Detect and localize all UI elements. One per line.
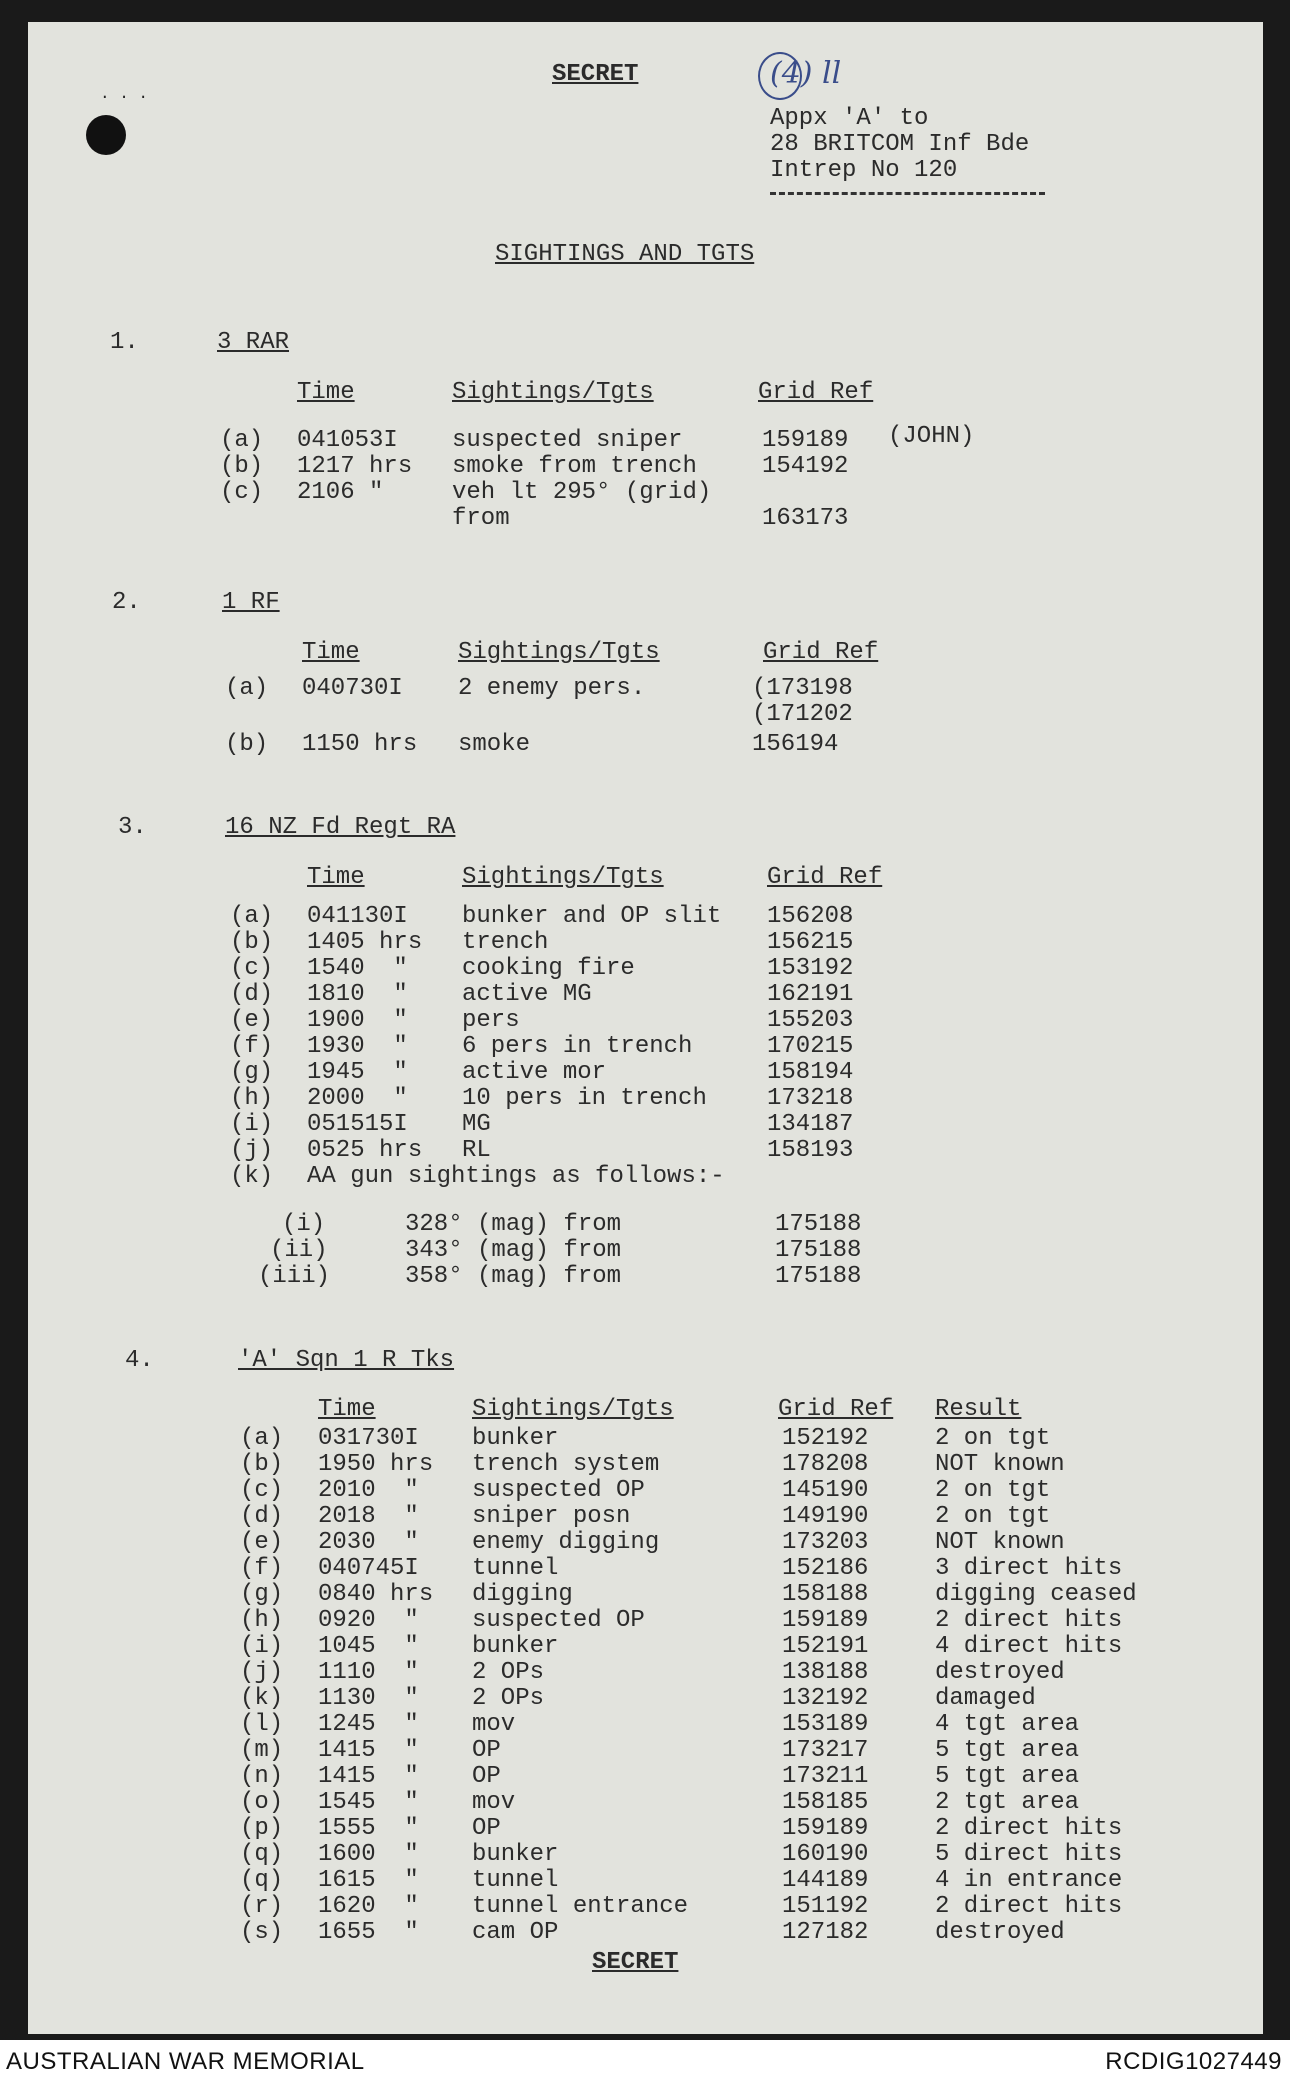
row-time: 1110 "	[318, 1659, 419, 1686]
row-label: (r)	[240, 1893, 284, 1920]
row-sighting: trench	[462, 929, 549, 956]
row-sighting: 10 pers in trench	[462, 1085, 707, 1112]
sub-row-bearing: 343° (mag) from	[405, 1237, 622, 1264]
row-time: 040745I	[318, 1555, 419, 1582]
section-unit: 'A' Sqn 1 R Tks	[238, 1347, 455, 1374]
row-sighting: mov	[472, 1789, 516, 1816]
row-grid-ref: 159189	[762, 427, 849, 454]
section-unit: 3 RAR	[217, 329, 290, 356]
row-label: (d)	[240, 1503, 284, 1530]
row-time: 2106 "	[297, 479, 384, 506]
row-label: (d)	[230, 981, 274, 1008]
row-sighting: pers	[462, 1007, 520, 1034]
row-time: 1655 "	[318, 1919, 419, 1946]
row-sighting: suspected OP	[472, 1607, 645, 1634]
row-grid-ref: 151192	[782, 1893, 869, 1920]
row-result: 2 tgt area	[935, 1789, 1080, 1816]
row-time: 1600 "	[318, 1841, 419, 1868]
column-header-sighting: Sightings/Tgts	[452, 379, 654, 406]
column-header-grid: Grid Ref	[778, 1396, 894, 1423]
row-grid-ref: 162191	[767, 981, 854, 1008]
row-grid-ref: 156194	[752, 731, 839, 758]
row-sighting: 2 OPs	[472, 1659, 545, 1686]
row-grid-ref: 158188	[782, 1581, 869, 1608]
sub-row-grid-ref: 175188	[775, 1211, 862, 1238]
handwritten-note: (4) ll	[770, 56, 842, 91]
row-time: 1945 "	[307, 1059, 408, 1086]
row-time: 1245 "	[318, 1711, 419, 1738]
row-time: 2018 "	[318, 1503, 419, 1530]
row-time: 051515I	[307, 1111, 408, 1138]
row-grid-ref: 170215	[767, 1033, 854, 1060]
row-grid-ref: 127182	[782, 1919, 869, 1946]
row-sighting: veh lt 295° (grid)	[452, 479, 712, 506]
row-label: (a)	[240, 1425, 284, 1452]
row-grid-ref: 154192	[762, 453, 849, 480]
row-time: 1540 "	[307, 955, 408, 982]
row-sighting: RL	[462, 1137, 491, 1164]
row-time: 1217 hrs	[297, 453, 413, 480]
row-sighting: trench system	[472, 1451, 660, 1478]
row-time: 1415 "	[318, 1763, 419, 1790]
row-label: (k)	[240, 1685, 284, 1712]
footer-source: AUSTRALIAN WAR MEMORIAL	[6, 2048, 365, 2075]
footer-bar	[0, 2040, 1290, 2082]
sub-row-label: (ii)	[270, 1237, 328, 1264]
row-label: (a)	[230, 903, 274, 930]
row-time: 0525 hrs	[307, 1137, 423, 1164]
appendix-line-1: Appx 'A' to	[770, 105, 929, 132]
row-sighting: tunnel entrance	[472, 1893, 689, 1920]
row-time: 041130I	[307, 903, 408, 930]
column-header-result: Result	[935, 1396, 1022, 1423]
row-sighting: MG	[462, 1111, 491, 1138]
row-label: (j)	[240, 1659, 284, 1686]
row-result: damaged	[935, 1685, 1036, 1712]
row-label: (p)	[240, 1815, 284, 1842]
row-sighting: smoke from trench	[452, 453, 697, 480]
row-grid-note: (JOHN)	[888, 423, 975, 450]
classification-top: SECRET	[552, 61, 639, 88]
row-time: 1620 "	[318, 1893, 419, 1920]
row-time: 1150 hrs	[302, 731, 418, 758]
section-unit: 16 NZ Fd Regt RA	[225, 814, 456, 841]
classification-bottom: SECRET	[592, 1949, 679, 1976]
row-time: 2000 "	[307, 1085, 408, 1112]
row-label: (a)	[220, 427, 264, 454]
row-time: 1900 "	[307, 1007, 408, 1034]
sub-row-grid-ref: 175188	[775, 1237, 862, 1264]
row-time: 0920 "	[318, 1607, 419, 1634]
row-time: 1405 hrs	[307, 929, 423, 956]
row-label: (b)	[230, 929, 274, 956]
appendix-line-3: Intrep No 120	[770, 157, 958, 184]
row-result: 4 direct hits	[935, 1633, 1123, 1660]
row-label: (j)	[230, 1137, 274, 1164]
row-grid-ref: 138188	[782, 1659, 869, 1686]
row-time: 1810 "	[307, 981, 408, 1008]
row-sighting: enemy digging	[472, 1529, 660, 1556]
row-grid-ref: 149190	[782, 1503, 869, 1530]
row-grid-ref: 160190	[782, 1841, 869, 1868]
sub-row-label: (iii)	[258, 1263, 331, 1290]
row-sighting: active MG	[462, 981, 592, 1008]
row-grid-ref: (171202	[752, 701, 853, 728]
row-grid-ref: 159189	[782, 1607, 869, 1634]
column-header-grid: Grid Ref	[763, 639, 879, 666]
page-title: SIGHTINGS AND TGTS	[495, 241, 755, 268]
row-result: 2 on tgt	[935, 1425, 1051, 1452]
row-grid-ref: 156215	[767, 929, 854, 956]
sub-row-bearing: 358° (mag) from	[405, 1263, 622, 1290]
row-grid-ref: 152191	[782, 1633, 869, 1660]
row-time: 040730I	[302, 675, 403, 702]
row-label: (i)	[230, 1111, 274, 1138]
row-sighting: 6 pers in trench	[462, 1033, 693, 1060]
row-sighting: suspected sniper	[452, 427, 683, 454]
row-time: 031730I	[318, 1425, 419, 1452]
row-label: (k)	[230, 1163, 274, 1190]
row-label: (h)	[230, 1085, 274, 1112]
row-result: digging ceased	[935, 1581, 1137, 1608]
section-unit: 1 RF	[222, 589, 280, 616]
row-label: (n)	[240, 1763, 284, 1790]
row-sighting: active mor	[462, 1059, 607, 1086]
row-sighting: digging	[472, 1581, 573, 1608]
row-label: (h)	[240, 1607, 284, 1634]
row-label: (g)	[240, 1581, 284, 1608]
row-sighting: from	[452, 505, 510, 532]
row-grid-ref: 155203	[767, 1007, 854, 1034]
row-time: 1555 "	[318, 1815, 419, 1842]
row-time: 0840 hrs	[318, 1581, 434, 1608]
row-sighting: OP	[472, 1815, 501, 1842]
column-header-time: Time	[297, 379, 355, 406]
row-grid-ref: 163173	[762, 505, 849, 532]
row-grid-ref: 173203	[782, 1529, 869, 1556]
row-result: 4 in entrance	[935, 1867, 1123, 1894]
row-label: (b)	[240, 1451, 284, 1478]
row-time: 1615 "	[318, 1867, 419, 1894]
row-sighting: 2 enemy pers.	[458, 675, 646, 702]
row-result: 2 on tgt	[935, 1477, 1051, 1504]
row-result: 4 tgt area	[935, 1711, 1080, 1738]
row-result: 5 tgt area	[935, 1763, 1080, 1790]
row-label: (i)	[240, 1633, 284, 1660]
row-sighting: suspected OP	[472, 1477, 645, 1504]
row-label: (e)	[230, 1007, 274, 1034]
section-number: 2.	[112, 589, 141, 616]
row-label: (a)	[225, 675, 269, 702]
row-label: (e)	[240, 1529, 284, 1556]
row-grid-ref: 173217	[782, 1737, 869, 1764]
column-header-sighting: Sightings/Tgts	[472, 1396, 674, 1423]
sub-row-grid-ref: 175188	[775, 1263, 862, 1290]
column-header-sighting: Sightings/Tgts	[458, 639, 660, 666]
row-grid-ref: 159189	[782, 1815, 869, 1842]
row-sighting: cooking fire	[462, 955, 635, 982]
appendix-rule	[770, 192, 1045, 195]
row-result: 5 direct hits	[935, 1841, 1123, 1868]
row-time: 1130 "	[318, 1685, 419, 1712]
row-sighting: mov	[472, 1711, 516, 1738]
row-result: 2 direct hits	[935, 1893, 1123, 1920]
row-grid-ref: 156208	[767, 903, 854, 930]
row-grid-ref: 152192	[782, 1425, 869, 1452]
row-grid-ref: 173218	[767, 1085, 854, 1112]
row-grid-ref: 145190	[782, 1477, 869, 1504]
column-header-time: Time	[318, 1396, 376, 1423]
row-label: (b)	[225, 731, 269, 758]
sub-row-label: (i)	[282, 1211, 326, 1238]
row-grid-ref: 173211	[782, 1763, 869, 1790]
row-time: AA gun sightings as follows:-	[307, 1163, 725, 1190]
row-grid-ref: 134187	[767, 1111, 854, 1138]
row-result: 2 direct hits	[935, 1815, 1123, 1842]
row-grid-ref: 153192	[767, 955, 854, 982]
section-number: 1.	[110, 329, 139, 356]
row-grid-ref: 158185	[782, 1789, 869, 1816]
column-header-sighting: Sightings/Tgts	[462, 864, 664, 891]
row-result: 2 on tgt	[935, 1503, 1051, 1530]
row-time: 1950 hrs	[318, 1451, 434, 1478]
row-sighting: 2 OPs	[472, 1685, 545, 1712]
row-sighting: sniper posn	[472, 1503, 631, 1530]
row-time: 1415 "	[318, 1737, 419, 1764]
row-sighting: smoke	[458, 731, 531, 758]
row-time: 2030 "	[318, 1529, 419, 1556]
row-time: 1545 "	[318, 1789, 419, 1816]
row-grid-ref: 178208	[782, 1451, 869, 1478]
row-time: 1930 "	[307, 1033, 408, 1060]
section-number: 3.	[118, 814, 147, 841]
row-sighting: cam OP	[472, 1919, 559, 1946]
column-header-grid: Grid Ref	[767, 864, 883, 891]
row-time: 1045 "	[318, 1633, 419, 1660]
row-grid-ref: (173198	[752, 675, 853, 702]
row-sighting: tunnel	[472, 1867, 559, 1894]
footer-id: RCDIG1027449	[1105, 2048, 1282, 2075]
row-result: NOT known	[935, 1451, 1065, 1478]
row-grid-ref: 158194	[767, 1059, 854, 1086]
column-header-time: Time	[307, 864, 365, 891]
row-label: (b)	[220, 453, 264, 480]
row-label: (s)	[240, 1919, 284, 1946]
row-label: (c)	[240, 1477, 284, 1504]
row-result: 5 tgt area	[935, 1737, 1080, 1764]
row-grid-ref: 158193	[767, 1137, 854, 1164]
row-sighting: bunker	[472, 1633, 559, 1660]
row-sighting: OP	[472, 1737, 501, 1764]
row-sighting: tunnel	[472, 1555, 559, 1582]
ink-specks: · · ·	[100, 88, 149, 106]
row-result: destroyed	[935, 1919, 1065, 1946]
row-grid-ref: 132192	[782, 1685, 869, 1712]
row-label: (o)	[240, 1789, 284, 1816]
row-result: 2 direct hits	[935, 1607, 1123, 1634]
row-grid-ref: 152186	[782, 1555, 869, 1582]
row-label: (q)	[240, 1867, 284, 1894]
row-time: 2010 "	[318, 1477, 419, 1504]
section-number: 4.	[125, 1347, 154, 1374]
row-time: 041053I	[297, 427, 398, 454]
row-result: NOT known	[935, 1529, 1065, 1556]
row-sighting: OP	[472, 1763, 501, 1790]
row-label: (f)	[240, 1555, 284, 1582]
row-label: (m)	[240, 1737, 284, 1764]
row-label: (f)	[230, 1033, 274, 1060]
row-grid-ref: 153189	[782, 1711, 869, 1738]
row-result: destroyed	[935, 1659, 1065, 1686]
row-sighting: bunker	[472, 1841, 559, 1868]
sub-row-bearing: 328° (mag) from	[405, 1211, 622, 1238]
row-label: (c)	[230, 955, 274, 982]
row-label: (c)	[220, 479, 264, 506]
punch-hole	[86, 115, 126, 155]
row-sighting: bunker	[472, 1425, 559, 1452]
appendix-line-2: 28 BRITCOM Inf Bde	[770, 131, 1030, 158]
row-sighting: bunker and OP slit	[462, 903, 722, 930]
row-label: (g)	[230, 1059, 274, 1086]
column-header-grid: Grid Ref	[758, 379, 874, 406]
row-result: 3 direct hits	[935, 1555, 1123, 1582]
row-grid-ref: 144189	[782, 1867, 869, 1894]
row-label: (q)	[240, 1841, 284, 1868]
row-label: (l)	[240, 1711, 284, 1738]
column-header-time: Time	[302, 639, 360, 666]
